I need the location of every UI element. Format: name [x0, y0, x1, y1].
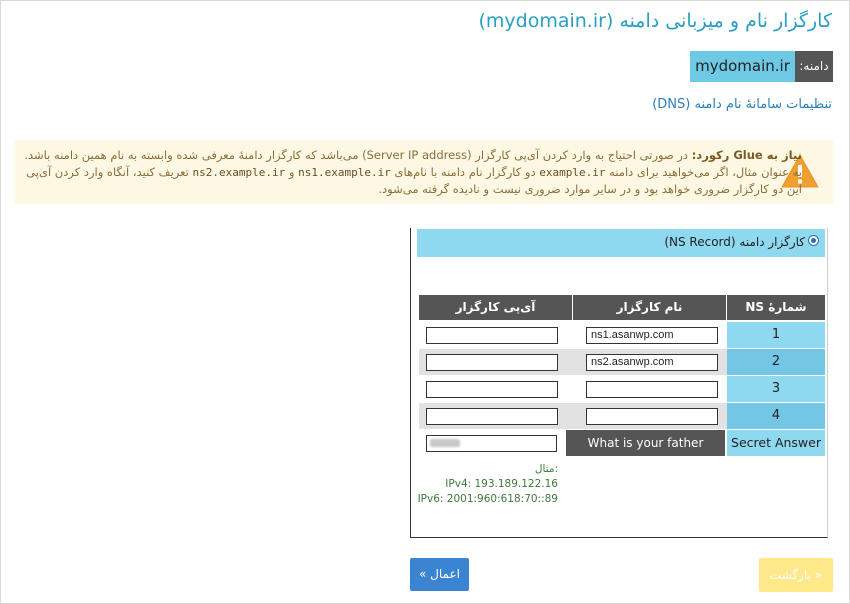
radio-selected-icon[interactable] — [808, 235, 819, 246]
dns-settings-heading: تنظیمات سامانهٔ نام دامنه (DNS) — [652, 97, 832, 112]
ns-number-1: 1 — [727, 322, 825, 348]
ns-number-3: 3 — [727, 376, 825, 402]
secret-answer-blurred-value — [430, 439, 460, 447]
column-header-ns-number: شمارهٔ NS — [727, 295, 825, 320]
page-title: کارگزار نام و میزبانی دامنه (mydomain.ir) — [478, 10, 832, 32]
example-domain: example.ir — [539, 166, 606, 179]
ns-number-2: 2 — [727, 349, 825, 375]
ns4-name-input[interactable] — [586, 408, 718, 425]
glue-text-part4: تعریف کنید، آنگاه وارد کردن آی‌پی این دو کارگزار ضروری خواهد بود و در سایر موارد ضروری نیست و نادیده گرفته می‌شود. — [26, 165, 802, 196]
ns2-example: ns2.example.ir — [192, 166, 286, 179]
domain-value: mydomain.ir — [690, 51, 795, 82]
ns2-name-input[interactable] — [586, 354, 718, 371]
glue-text-part3: و — [285, 165, 299, 179]
ns-number-4: 4 — [727, 403, 825, 429]
ns3-name-input[interactable] — [586, 381, 718, 398]
ns1-example: ns1.example.ir — [298, 166, 391, 179]
glue-notice-title: نیاز به Glue رکورد: — [691, 148, 802, 162]
ns1-ip-input[interactable] — [426, 327, 558, 344]
example-title: مثال: — [534, 463, 558, 475]
ns2-ip-input[interactable] — [426, 354, 558, 371]
example-ipv6: IPv6: 2001:960:618:70::89 — [417, 493, 558, 505]
secret-question: What is your father name? — [566, 430, 725, 456]
ns3-ip-input[interactable] — [426, 381, 558, 398]
column-header-server-name: نام کارگزار — [573, 295, 726, 320]
ns-record-radio-label[interactable]: کارگزار دامنه (NS Record) — [664, 235, 805, 249]
ns4-ip-input[interactable] — [426, 408, 558, 425]
domain-label: دامنه: — [795, 51, 833, 82]
back-button[interactable]: « بازگشت — [759, 558, 833, 592]
apply-button[interactable]: اعمال » — [410, 558, 469, 591]
secret-answer-label: Secret Answer — [727, 430, 825, 456]
example-ipv4: IPv4: 193.189.122.16 — [445, 478, 558, 490]
column-header-server-ip: آی‌پی کارگزار — [419, 295, 572, 320]
glue-text-part2: دو کارگزار نام دامنه با نام‌های — [390, 165, 540, 179]
glue-notice-text — [12, 147, 802, 198]
ns1-name-input[interactable] — [586, 327, 718, 344]
glue-text-part1: در صورتی احتیاج به وارد کردن آی‌پی کارگزار (Server IP address) می‌باشد که کارگزار دامنهٔ معرفی شده وابسته به نام همین دامنه باشد. به عنوان مثال، اگر می‌خواهید برای دامنه — [24, 148, 802, 179]
